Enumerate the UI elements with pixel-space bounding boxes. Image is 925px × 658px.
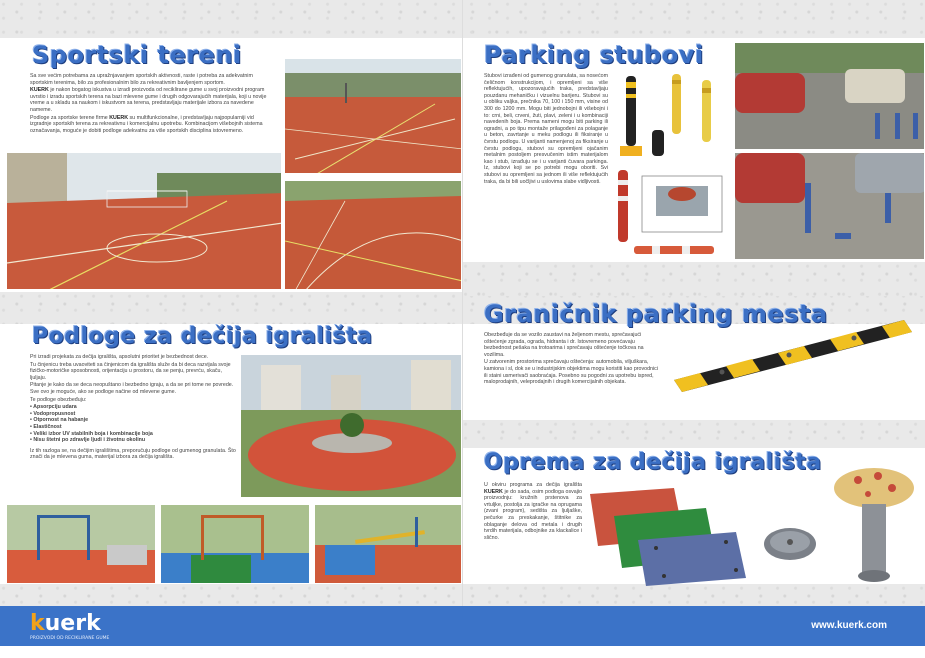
oprema-text [484,482,582,541]
logo-tagline: PROIZVODI OD RECIKLIRANE GUME [30,636,110,641]
sportski-p3-a: Podloge za sportske terene firme [30,114,110,121]
granicnik-p2: U zatvorenim prostorima sprečavaju oštećenja: automobila, viljuškara, kamiona i sl, dok se u industrijskim objektima mogu koristiti kao provodnici ili staini usmerivači saobraćaja. Posebno su pogodni za upotrebu ispred, maloprodajnih, veleprodajnih i drugih komercijalnih objekata. [484,359,658,386]
granicnik-p1: Obezbeđuje da se vozilo zaustavi na željenom mestu, sprečavajući oštećenje zgrada, ograda, hidranta i dr. Istovremeno povećavaju bezbednost pešaka na trotoarima i sprečavaju oštećenje točkova na vozilima. [484,332,644,358]
bollard-base-illustration [612,170,730,260]
playground-seesaw-photo [314,504,462,584]
sportski-brand: KUERK [30,87,49,94]
sportski-p3 [30,115,276,135]
parking-lot-illustration-1 [735,43,925,150]
playground-swings-photo-2 [160,504,310,584]
oprema-text-a: U okviru programa za dečija igrališta [484,482,582,488]
sportski-text [30,73,276,135]
bollards-product-photo [612,70,730,174]
footer-bar [0,606,925,646]
playground-circle-photo [240,354,462,498]
sports-court-photo-main [6,152,282,290]
rubber-tiles-illustration [586,484,820,586]
benefit-item: • Elastičnost [30,424,238,431]
podloge-p2: Tu činjenicu treba uvaoviteti sa činjenicom da igrališta služe da bi deca razvijala svoje fizičko-motoričke sposobnosti, orijentaciju u prostoru, da se penju, prevrću, skaču, ljuljaju. [30,361,231,381]
granicnik-text [484,332,660,387]
sportski-brand-2: KUERK [109,114,129,121]
benefit-item: • Vodopropusnost [30,411,238,418]
right-middle-band [462,262,925,296]
parking-lot-photo-1 [734,42,925,150]
sportski-p2-body: je nakon bogatog iskustva u izradi proizvoda od reciklirane gume u svoj proizvodni program uvrstio i izradu sportskih terena na bazi mlevene gume i drugih odgovarajućih materijala, koji u novije vreme a u skladu sa naukom i iskustvom sa terena, predstavljaju materijale izbora za navedene nameme. [30,87,267,113]
playground-swings-photo-1 [6,504,156,584]
swings-illustration-1 [7,505,156,584]
logo-k: k [30,611,45,636]
sportski-p1: Sa sve većim potrebama za upražnjavanjem sportskih aktivnosti, raste i potreba za adekvatnim sportskim terenima, bilo za profesionalnim bilo za rekreativnim bavljenjem sportom. [30,73,253,86]
oprema-text-b: je do sada, osim podloga osvajio proizvodnju: kružnih prstenova za vrtuljke, postolja za igračke na oprugama (zvani program), sedišta za ljuljaške, pečurke za preskakanje, štitnike za oblaganje delova od metala i drugih tvrdih materijala, odbojnike za klackalice i slično. [484,488,582,541]
parking-lot-photo-2 [734,152,925,260]
rubber-tiles-photo [586,484,820,586]
wheel-stop-photo [664,314,916,394]
oprema-brand: KUERK [484,488,503,495]
benefit-item: • Veliki izbor UV stabilnih boja i kombinacije boja [30,431,238,438]
parking-title: Parking stubovi [484,41,704,69]
seesaw-illustration [315,505,462,584]
sports-court-photo-bottom-right [284,180,462,290]
website-link[interactable]: www.kuerk.com [811,620,887,631]
court-illustration-2 [7,153,282,290]
parking-lot-illustration-2 [735,153,925,260]
bollard-base-photo [612,170,730,260]
mushroom-illustration [824,464,922,586]
granicnik-title: Graničnik parking mesta [484,300,828,328]
sportski-p2 [30,87,276,113]
mushroom-jumper-photo [824,464,922,586]
sports-court-photo-top-right [284,58,462,174]
swings-illustration-2 [161,505,310,584]
wheel-stop-illustration [664,314,916,394]
podloge-p3: Pitanje je kako da se deca neopuštano i bezbedno igraju, a da se pri tome ne povrede. Sve ovo je moguće, ako se podloge načine od mlevene gume. [30,382,234,395]
kuerk-logo [30,611,110,641]
benefit-item: • Otpornost na habanje [30,417,238,424]
court-illustration-3 [285,181,462,290]
page-divider [462,0,463,606]
parking-text: Stubovi izrađeni od gumenog granulata, sa nosećom čeličnom konstrukcijom, i opremljeni sa više reflektujućih, upozoravajućih traka, predstavljaju pouzdanu mehaničku i vizuelnu barijeru. Stubovi su u obliku valjka, prečnika 70, 100 i 150 mm, visine od 300 do 1200 mm. Mogu biti jednobojni ili višebojni i to: crni, beli, crveni, žuti, plavi, zeleni i u kombinaciji navedenih boja. Prema nameni mogu biti parking ili ogradni, a po tipu montaže prilagođeni za polaganje u beton, zavrtanje u meku podlogu ili fiksiranje u čvrstu podlogu. U varijanti namenjenoj za fiksiranje u čvrstu podlogu, stubovi su opremljeni ojačanim metalnim postoljem presvučenim istim materijalom kao i stub, izrađuju se i u varijanti čuvara parkinga. Iz, stubovi koji se po potrebi mogu oboriti. Svi stubovi su opremljeni sa jednom ili više reflektujućih traka, da bi bili uočljivi u uslovima slabe vidljivosti. [484,73,608,185]
podloge-p1: Pri izradi projekata za dečija igrališta, apsolutni prioritet je bezbednost dece. [30,354,209,360]
right-lower-band [462,420,925,448]
podloge-text [30,354,238,462]
benefit-item: • Nisu štetni po zdravlje ljudi i životnu okolinu [30,437,238,444]
oprema-title: Oprema za dečija igrališta [484,450,822,475]
podloge-title: Podloge za dečija igrališta [32,324,373,349]
bollards-illustration [612,70,730,174]
sportski-p3-b: su multifunkcionalne, i predstavljaju najpopularniji vid izgradnje sportskih terena za rekreativnu i komercijalnu upotrebu. Kombinacijom višebojnih sistema označavanja, moguće je dobiti podloge adekvatnu za više sportskih disciplina istovremeno. [30,114,263,134]
benefit-item: • Apsorpciju udara [30,404,238,411]
podloge-p5: Iz tih razloga se, na dečijim igralištima, preporučuju podloge od gumenog granulata. Što znači da je mlevena guma, materijal izbora za dečija igrališta. [30,447,236,461]
logo-rest: uerk [44,611,101,636]
court-illustration-1 [285,59,462,174]
podloge-p4: Te podloge obezbeđuju: [30,396,87,403]
playground-circle-illustration [241,355,462,498]
podloge-benefits-list [30,404,238,444]
sportski-title: Sportski tereni [32,41,242,69]
